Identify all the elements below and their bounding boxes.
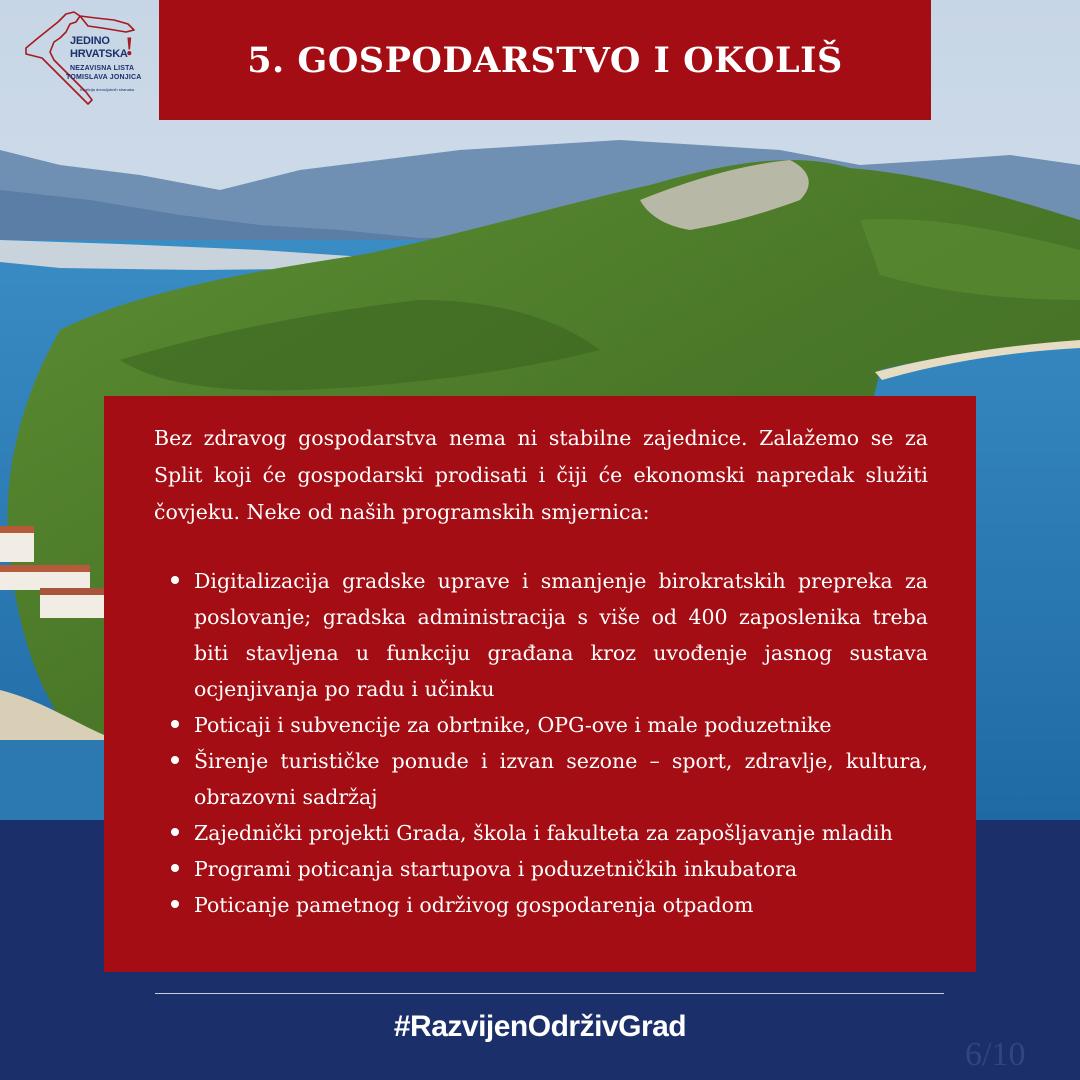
list-item (154, 851, 928, 887)
bullet-icon (171, 756, 179, 764)
list-item (154, 707, 928, 743)
logo-exclamation: ! (125, 32, 134, 61)
page-indicator: 6/10 (965, 1036, 1026, 1073)
list-item-text: Programi poticanja startupova i poduzetničkih inkubatora (194, 857, 798, 881)
page-title: 5. GOSPODARSTVO I OKOLIŠ (247, 39, 843, 81)
logo-line3: NEZAVISNA LISTA (70, 65, 135, 72)
logo-line5: Koalicija domoljubnih stranaka (80, 87, 135, 92)
list-item-text: Poticanje pametnog i održivog gospodarenja otpadom (194, 893, 754, 917)
list-item (154, 743, 928, 815)
list-item-text: Poticaji i subvencije za obrtnike, OPG-ove i male poduzetnike (194, 713, 832, 737)
intro-paragraph: Bez zdravog gospodarstva nema ni stabilne zajednice. Zalažemo se za Split koji će gospodarski prodisati i čiji će ekonomski napredak služiti čovjeku. Neke od naših programskih smjernica: (154, 426, 928, 524)
title-banner (159, 0, 931, 120)
list-item-text: Digitalizacija gradske uprave i smanjenje birokratskih prepreka za poslovanje; gradska administracija s više od 400 zaposlenika treba biti stavljena u funkciju građana kroz uvođenje jasnog sustava ocjenjivanja po radu i učinku (194, 569, 928, 701)
guidelines-list (154, 563, 928, 923)
list-item-text: Zajednički projekti Grada, škola i fakulteta za zapošljavanje mladih (194, 821, 893, 845)
bullet-icon (171, 720, 179, 728)
list-item-text: Širenje turističke ponude i izvan sezone – sport, zdravlje, kultura, obrazovni sadržaj (194, 749, 928, 809)
hashtag: #RazvijenOdrživGrad (393, 1010, 687, 1043)
logo-line2: HRVATSKA (70, 48, 128, 60)
list-item (154, 563, 928, 707)
bullet-icon (171, 828, 179, 836)
list-item (154, 815, 928, 851)
list-item (154, 887, 928, 923)
footer-divider (155, 993, 944, 994)
bullet-icon (171, 900, 179, 908)
party-logo (18, 8, 143, 108)
content-box (104, 396, 976, 972)
bullet-icon (171, 576, 179, 584)
logo-line4: TOMISLAVA JONJICA (66, 74, 142, 81)
logo-line1: JEDINO (70, 35, 110, 47)
bullet-icon (171, 864, 179, 872)
